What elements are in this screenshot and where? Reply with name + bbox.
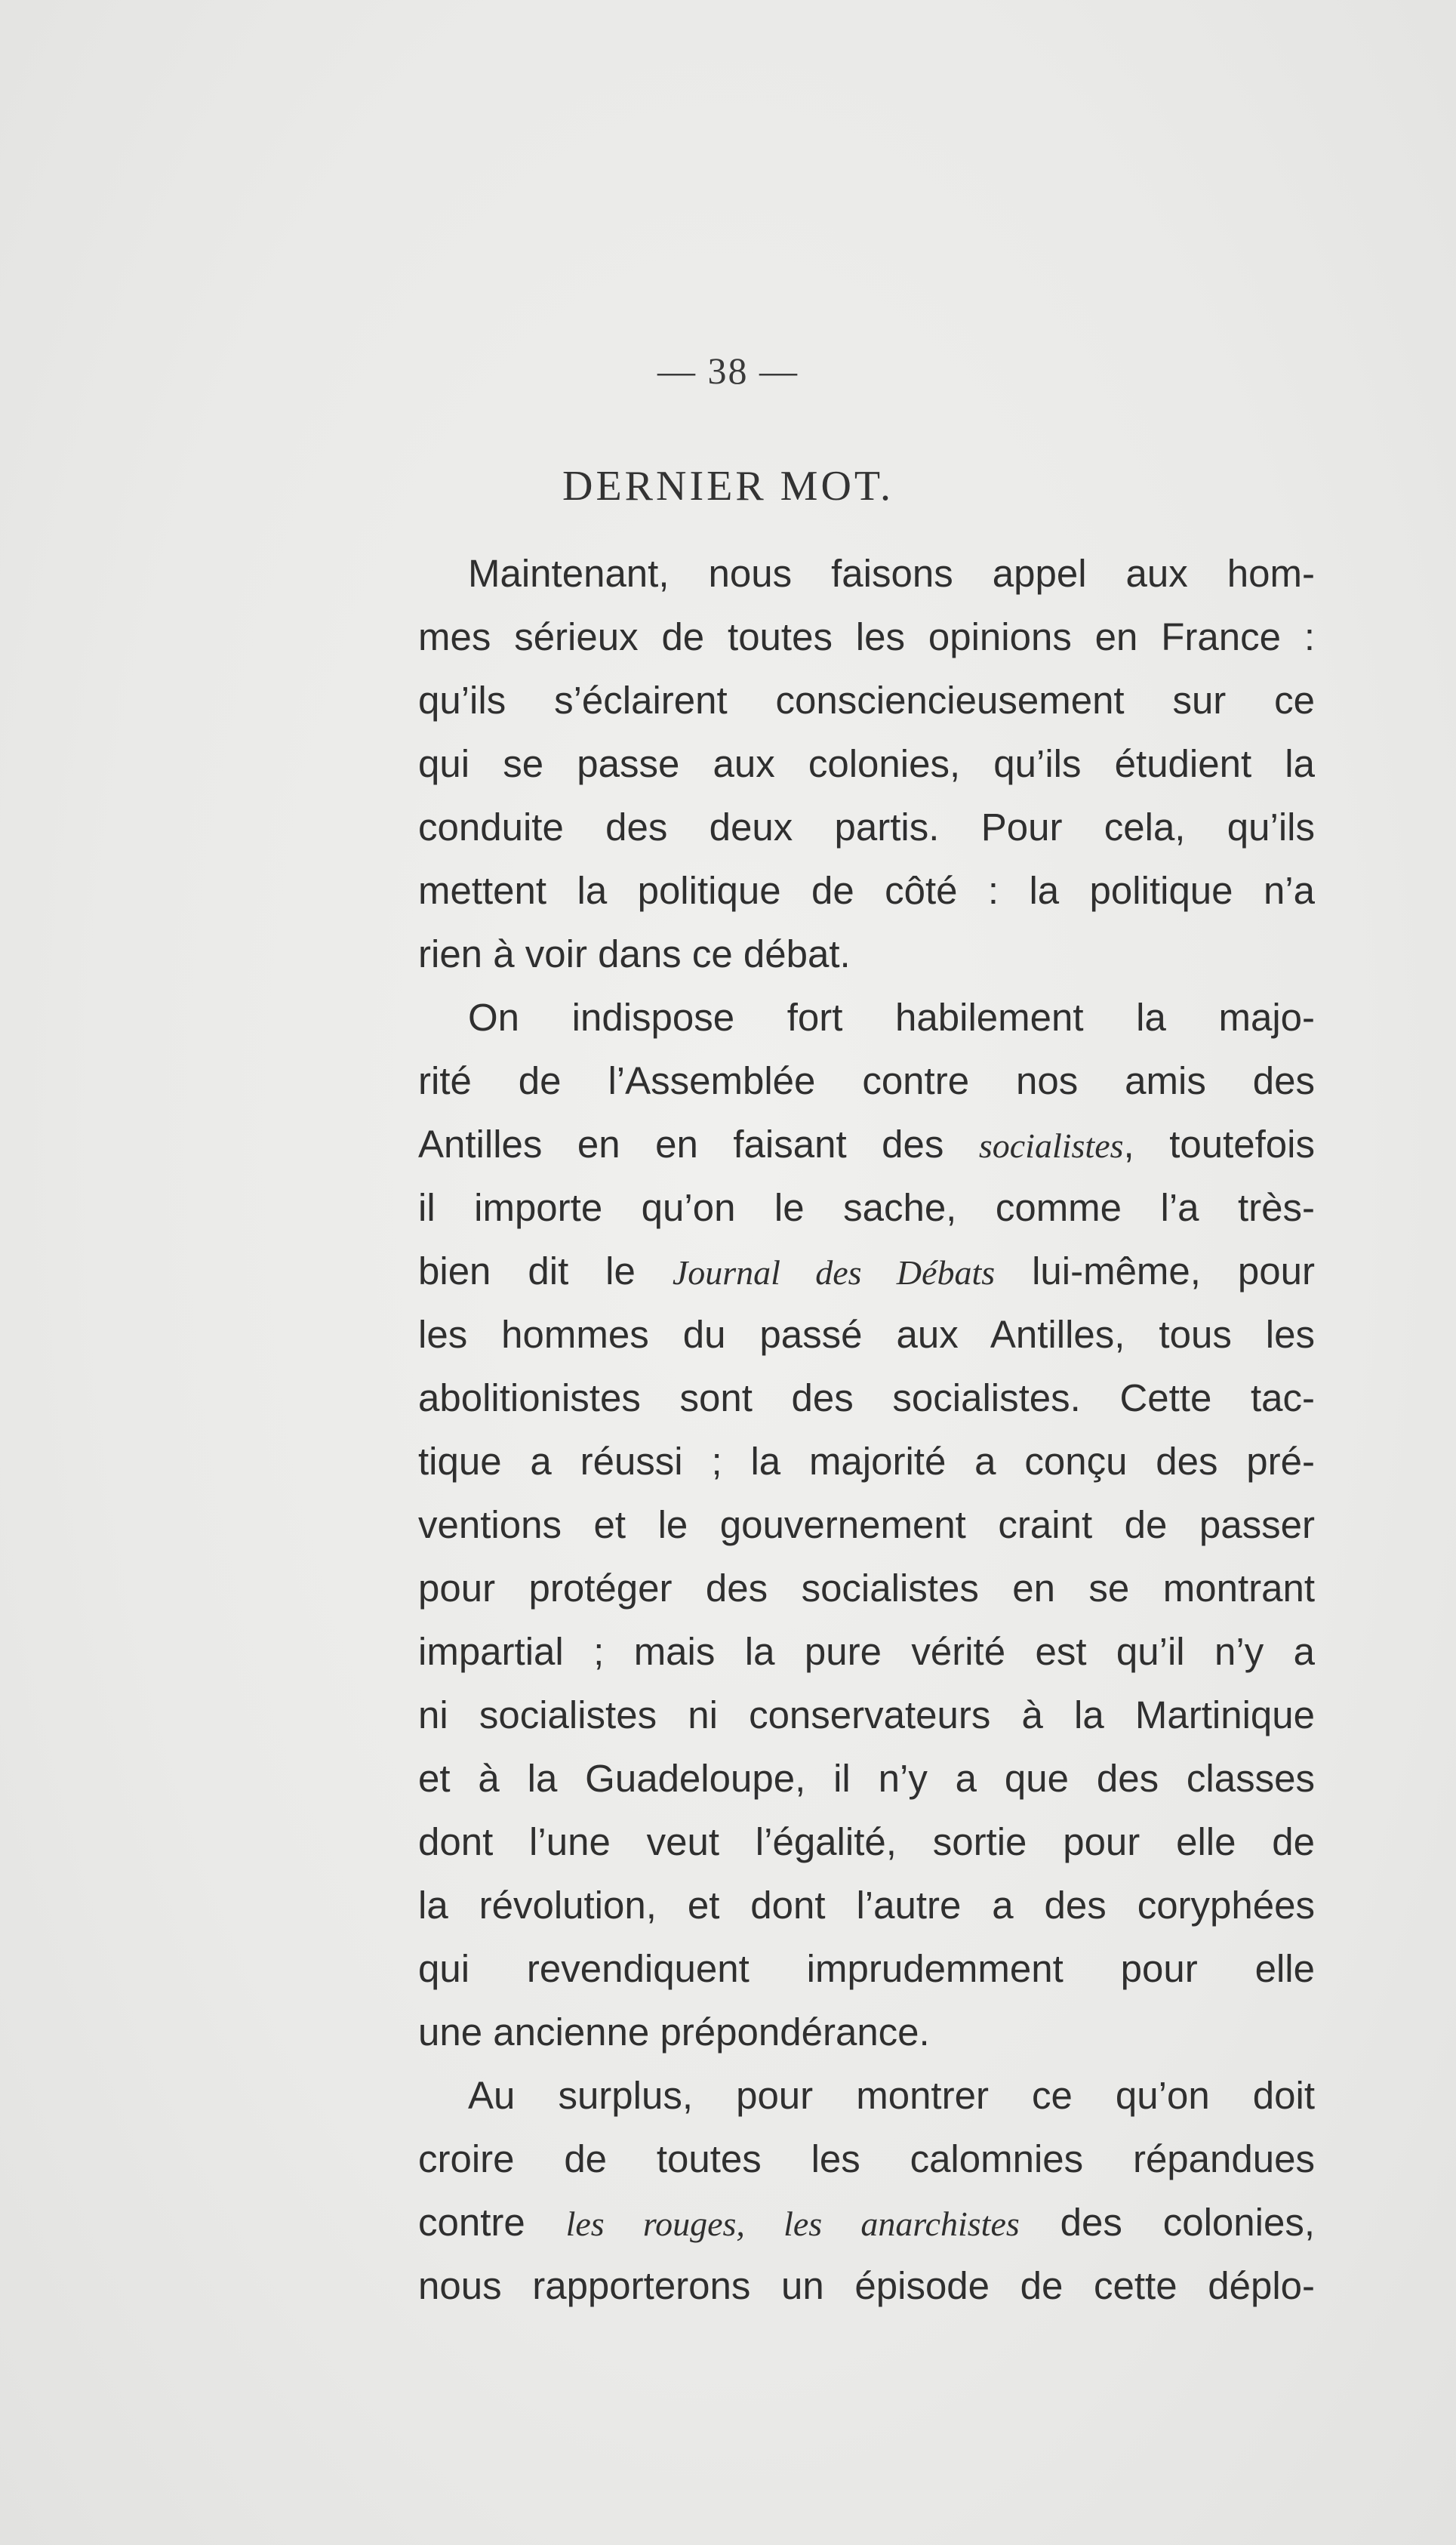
text-line: il importe qu’on le sache, comme l’a très- xyxy=(418,1186,1315,1229)
text-line: Au surplus, pour montrer ce qu’on doit xyxy=(468,2074,1315,2117)
text-line: rien à voir dans ce débat. xyxy=(418,932,851,975)
text-line: qui se passe aux colonies, qu’ils étudient la xyxy=(418,742,1315,785)
text-line: conduite des deux partis. Pour cela, qu’ils xyxy=(418,806,1315,849)
text-line: et à la Guadeloupe, il n’y a que des classes xyxy=(418,1757,1315,1800)
text-line: impartial ; mais la pure vérité est qu’il n’y a xyxy=(418,1630,1315,1673)
text-line: rité de l’Assemblée contre nos amis des xyxy=(418,1059,1315,1102)
text-line: On indispose fort habilement la majo- xyxy=(468,996,1315,1039)
text-line: une ancienne prépondérance. xyxy=(418,2010,930,2054)
text-line: dont l’une veut l’égalité, sortie pour elle de xyxy=(418,1820,1315,1863)
text-line: pour protéger des socialistes en se montrant xyxy=(418,1567,1315,1610)
text-line: qui revendiquent imprudemment pour elle xyxy=(418,1947,1315,1990)
text-line: les hommes du passé aux Antilles, tous les xyxy=(418,1313,1315,1356)
text-line: Maintenant, nous faisons appel aux hom- xyxy=(468,552,1315,595)
section-heading: DERNIER MOT. xyxy=(562,463,894,510)
text-line: qu’ils s’éclairent consciencieusement sur ce xyxy=(418,679,1315,722)
text-line: contre les rouges, les anarchistes des colonies, xyxy=(418,2201,1315,2244)
text-line: nous rapporterons un épisode de cette déplo- xyxy=(418,2264,1315,2307)
text-line: tique a réussi ; la majorité a conçu des pré- xyxy=(418,1440,1315,1483)
body-text xyxy=(418,542,1315,2318)
text-line: mes sérieux de toutes les opinions en France : xyxy=(418,615,1315,658)
text-line: croire de toutes les calomnies répandues xyxy=(418,2137,1315,2180)
text-line: ni socialistes ni conservateurs à la Martinique xyxy=(418,1693,1315,1736)
italic-text: Journal des Débats xyxy=(672,1253,996,1292)
text-line: mettent la politique de côté : la politique n’a xyxy=(418,869,1315,912)
page-number: — 38 — xyxy=(657,350,799,392)
text-line: ventions et le gouvernement craint de passer xyxy=(418,1503,1315,1546)
italic-text: socialistes xyxy=(978,1126,1124,1165)
text-line: bien dit le Journal des Débats lui-même, pour xyxy=(418,1249,1315,1293)
text-line: Antilles en en faisant des socialistes, toutefois xyxy=(418,1123,1315,1166)
text-line: abolitionistes sont des socialistes. Cette tac- xyxy=(418,1376,1315,1419)
text-line: la révolution, et dont l’autre a des coryphées xyxy=(418,1884,1315,1927)
italic-text: les rouges, les anarchistes xyxy=(565,2205,1020,2243)
